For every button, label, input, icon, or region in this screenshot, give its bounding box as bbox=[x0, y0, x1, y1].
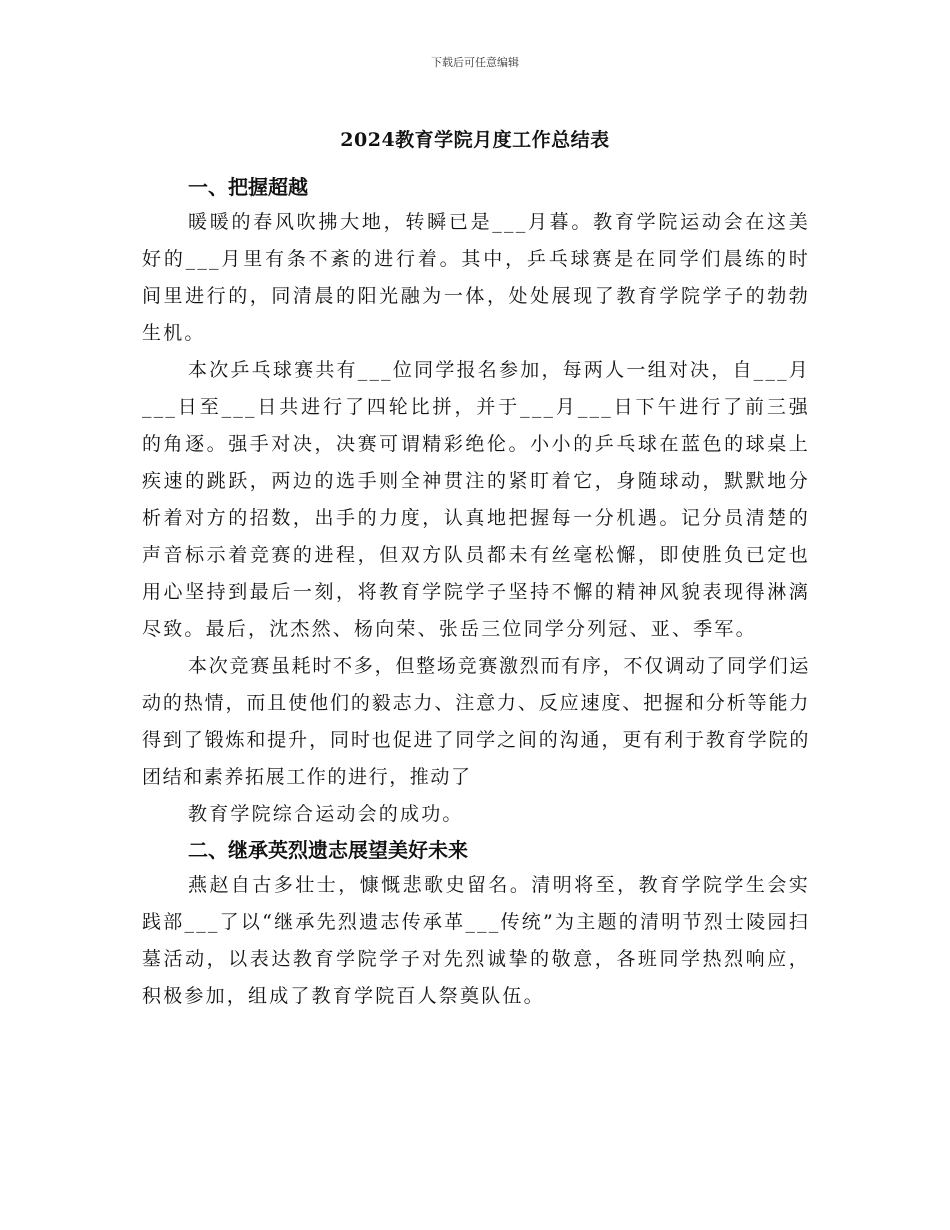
paragraph: 本次竞赛虽耗时不多，但整场竞赛激烈而有序，不仅调动了同学们运动的热情，而且使他们的毅志力、注意力、反应速度、把握和分析等能力得到了锻炼和提升，同时也促进了同学之间的沟通，更有利于教育学院的团结和素养拓展工作的进行，推动了 bbox=[142, 655, 810, 788]
document-body bbox=[142, 170, 810, 1015]
header-note: 下载后可任意编辑 bbox=[431, 56, 519, 69]
section-heading-1: 一、把握超越 bbox=[188, 175, 308, 199]
section-heading-2: 二、继承英烈遗志展望美好未来 bbox=[188, 838, 468, 862]
paragraph: 本次乒乓球赛共有___位同学报名参加，每两人一组对决，自___月___日至___日共进行了四轮比拼，并于___月___日下午进行了前三强的角逐。强手对决，决赛可谓精彩绝伦。小小的乒乓球在蓝色的球桌上疾速的跳跃，两边的选手则全神贯注的紧盯着它，身随球动，默默地分析着对方的招数，出手的力度，认真地把握每一分机遇。记分员清楚的声音标示着竞赛的进程，但双方队员都未有丝毫松懈，即使胜负已定也用心坚持到最后一刻，将教育学院学子坚持不懈的精神风貌表现得淋漓尽致。最后，沈杰然、杨向荣、张岳三位同学分列冠、亚、季军。 bbox=[142, 359, 810, 640]
paragraph: 暖暖的春风吹拂大地，转瞬已是___月暮。教育学院运动会在这美好的___月里有条不紊的进行着。其中，乒乓球赛是在同学们晨练的时间里进行的，同清晨的阳光融为一体，处处展现了教育学院学子的勃勃生机。 bbox=[142, 211, 810, 344]
document-title: 2024教育学院月度工作总结表 bbox=[340, 129, 610, 151]
paragraph: 教育学院综合运动会的成功。 bbox=[188, 803, 464, 825]
paragraph: 燕赵自古多壮士，慷慨悲歌史留名。清明将至，教育学院学生会实践部___了以“继承先烈遗志传承革___传统”为主题的清明节烈士陵园扫墓活动，以表达教育学院学子对先烈诚挚的敬意，各班同学热烈响应，积极参加，组成了教育学院百人祭奠队伍。 bbox=[142, 874, 810, 1007]
